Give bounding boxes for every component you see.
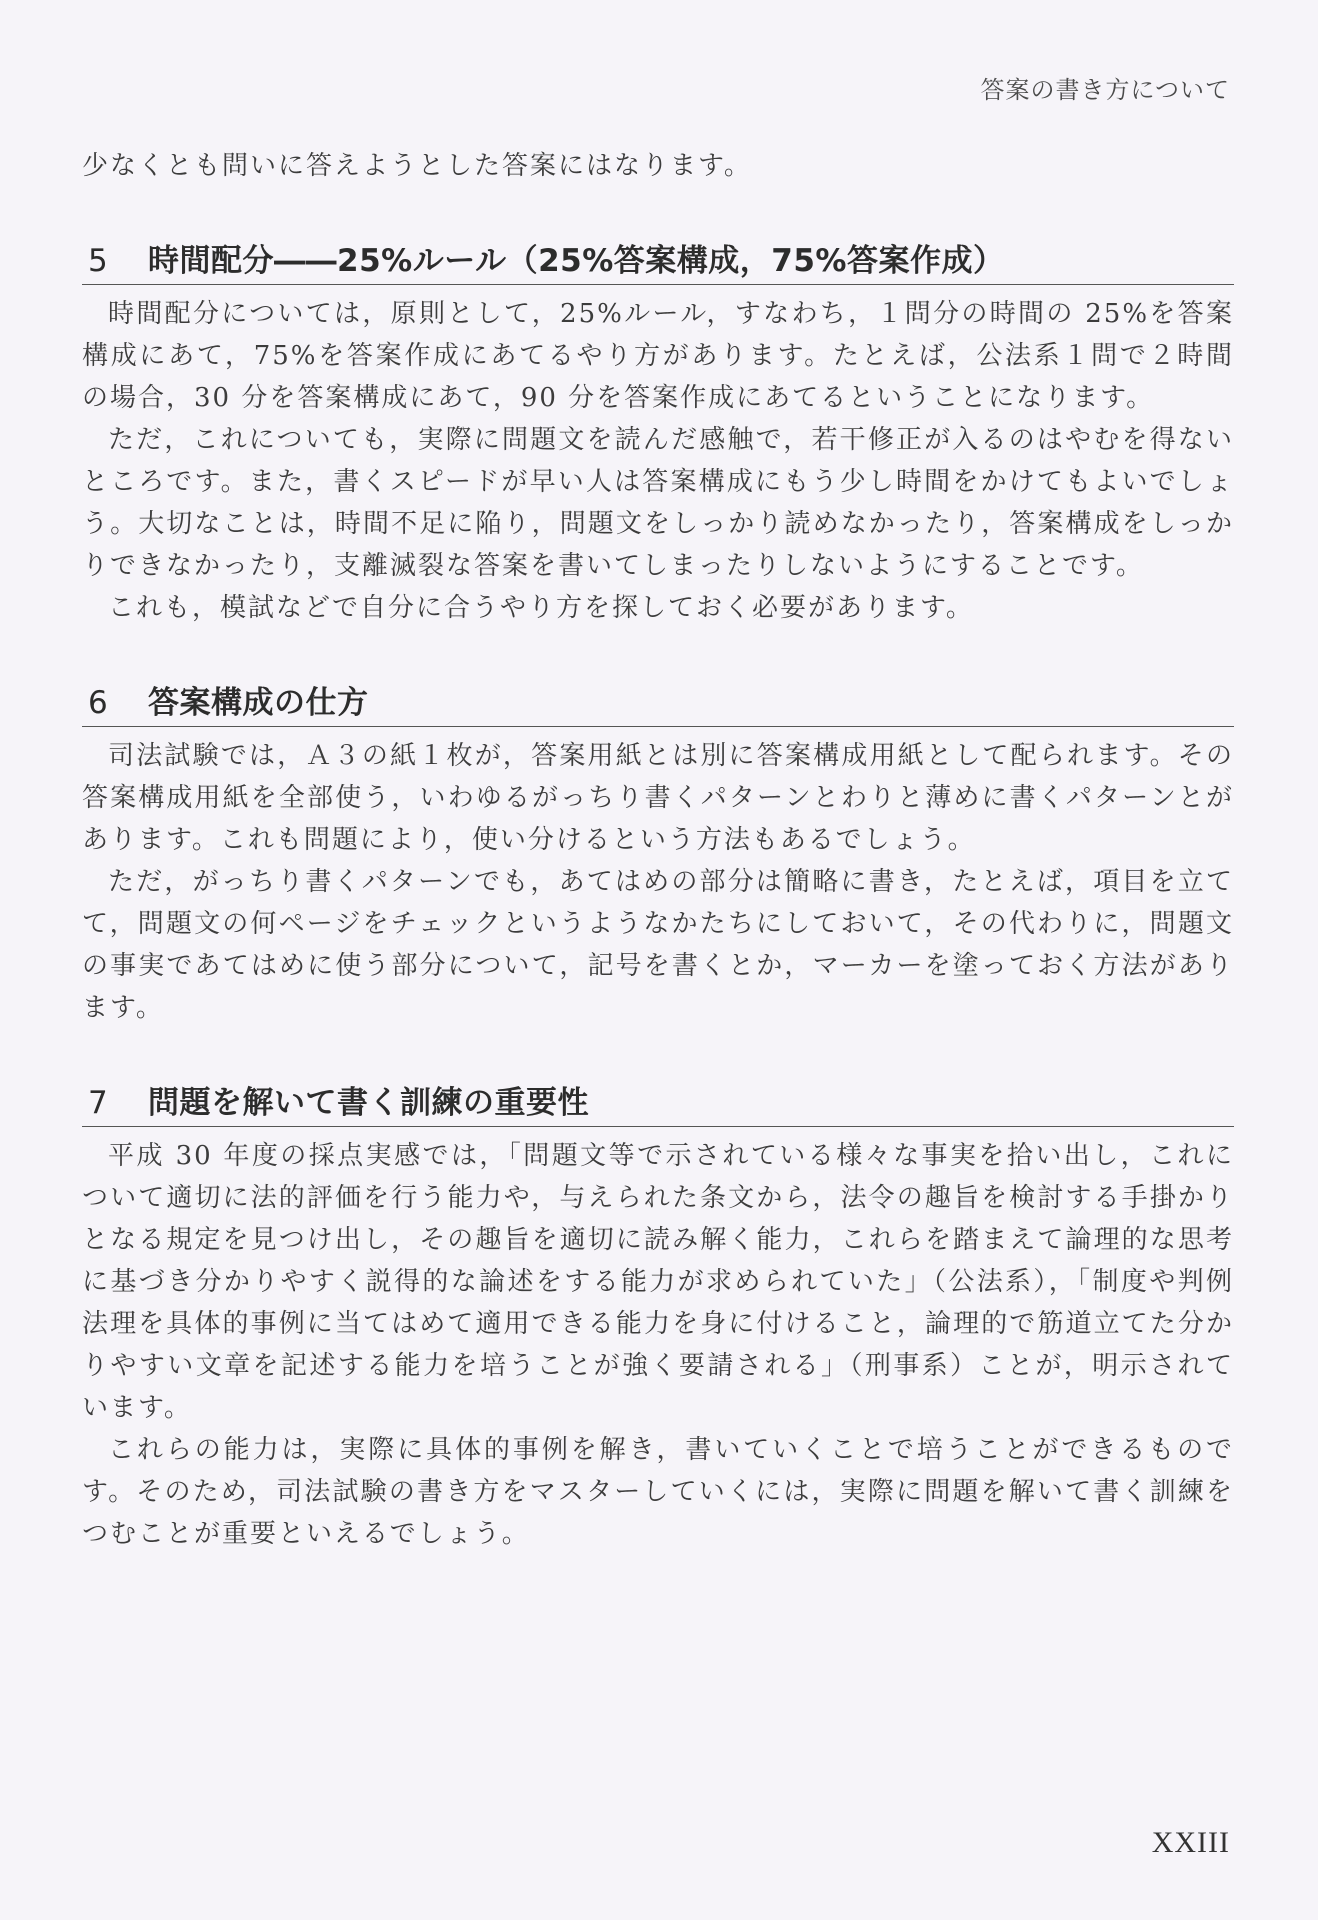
- section-heading: [82, 1077, 1234, 1127]
- paragraph: ただ，これについても，実際に問題文を読んだ感触で，若干修正が入るのはやむを得ないところです。また，書くスピードが早い人は答案構成にもう少し時間をかけてもよいでしょう。大切なことは，時間不足に陥り，問題文をしっかり読めなかったり，答案構成をしっかりできなかったり，支離滅裂な答案を書いてしまったりしないようにすることです。: [82, 425, 1234, 581]
- section-7: [82, 1077, 1234, 1555]
- section-number: 5: [88, 243, 108, 279]
- paragraph: 司法試験では，Ａ３の紙１枚が，答案用紙とは別に答案構成用紙として配られます。その答案構成用紙を全部使う，いわゆるがっちり書くパターンとわりと薄めに書くパターンとがあります。これも問題により，使い分けるという方法もあるでしょう。: [82, 741, 1234, 855]
- paragraph: これも，模試などで自分に合うやり方を探しておく必要があります。: [108, 593, 974, 623]
- section-title: 時間配分――25%ルール（25%答案構成，75%答案作成）: [148, 243, 1005, 279]
- paragraph: 平成 30 年度の採点実感では，「問題文等で示されている様々な事実を拾い出し，これについて適切に法的評価を行う能力や，与えられた条文から，法令の趣旨を検討する手掛かりとなる規定を見つけ出し，その趣旨を適切に読み解く能力，これらを踏まえて論理的な思考に基づき分かりやすく説得的な論述をする能力が求められていた」（公法系），「制度や判例法理を具体的事例に当てはめて適用できる能力を身に付けること，論理的で筋道立てた分かりやすい文章を記述する能力を培うことが強く要請される」（刑事系）ことが，明示されています。: [82, 1141, 1234, 1423]
- section-number: 6: [88, 685, 108, 721]
- section-title: 答案構成の仕方: [148, 685, 369, 721]
- paragraph: これらの能力は，実際に具体的事例を解き，書いていくことで培うことができるものです。そのため，司法試験の書き方をマスターしていくには，実際に問題を解いて書く訓練をつむことが重要といえるでしょう。: [82, 1435, 1234, 1549]
- section-6: [82, 677, 1234, 1029]
- section-title: 問題を解いて書く訓練の重要性: [148, 1085, 589, 1121]
- section-heading: [82, 677, 1234, 727]
- section-5: [82, 235, 1234, 629]
- section-heading: [82, 235, 1234, 285]
- page-number: XXIII: [1151, 1826, 1230, 1859]
- main-content: [82, 145, 1234, 1555]
- intro-paragraph: 少なくとも問いに答えようとした答案にはなります。: [82, 151, 752, 181]
- section-number: 7: [88, 1085, 108, 1121]
- paragraph: 時間配分については，原則として，25%ルール，すなわち，１問分の時間の 25%を答案構成にあて，75%を答案作成にあてるやり方があります。たとえば，公法系１問で２時間の場合，30 分を答案構成にあて，90 分を答案作成にあてるということになります。: [82, 299, 1234, 413]
- running-head: 答案の書き方について: [980, 76, 1230, 104]
- paragraph: ただ，がっちり書くパターンでも，あてはめの部分は簡略に書き，たとえば，項目を立てて，問題文の何ページをチェックというようなかたちにしておいて，その代わりに，問題文の事実であてはめに使う部分について，記号を書くとか，マーカーを塗っておく方法があります。: [82, 867, 1234, 1023]
